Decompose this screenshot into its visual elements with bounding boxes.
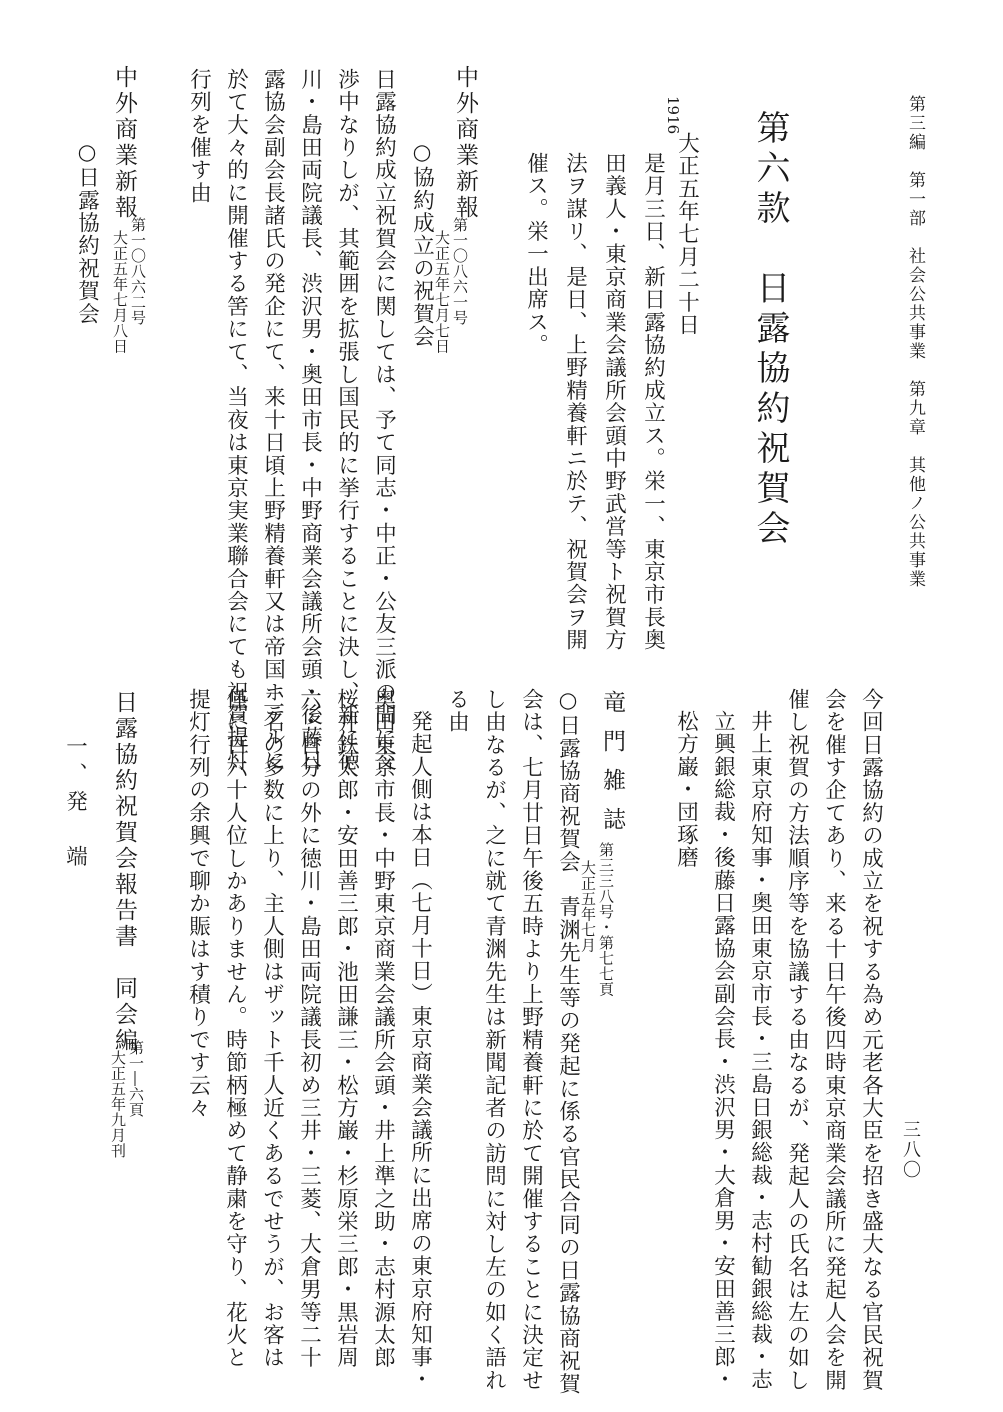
summary-line: 法ヲ謀リ、是日、上野精養軒ニ於テ、祝賀会ヲ開 xyxy=(562,152,588,652)
article-line: 奥田東京市長・中野東京商業会議所会頭・井上準之助・志村源太郎 xyxy=(370,688,396,1369)
article-line: 露協会副会長諸氏の発企にて、来十日頃上野精養軒又は帝国ホテルに xyxy=(260,68,286,772)
article-heading: ○日露協約祝賀会 xyxy=(74,140,100,326)
page-number: 三八〇 xyxy=(900,1120,921,1180)
article-line: 於て大々的に開催する筈にて、当夜は東京実業聯合会にても祝賀提灯 xyxy=(223,68,249,772)
article-line: 立興銀総裁・後藤日露協会副会長・渋沢男・大倉男・安田善三郎・ xyxy=(710,710,736,1391)
article-line: 会は、七月廿日午後五時より上野精養軒に於て開催することに決定せ xyxy=(518,688,544,1392)
article-line: 二名の多数に上り、主人側はザット千人近くあるでせうが、お客は xyxy=(259,688,285,1369)
article-line: し由なるが、之に就て青渊先生は新聞記者の訪問に対し左の如く語れ xyxy=(481,688,507,1392)
article-line: 松方巌・団琢磨 xyxy=(673,710,699,869)
source-number: 第一―六頁 xyxy=(127,1040,145,1118)
article-line: 渉中なりしが、其範囲を拡張し国民的に挙行することに決し、新に徳 xyxy=(334,68,360,772)
source-name: 竜門雑誌 xyxy=(599,690,625,846)
article-line: 行列を催す由 xyxy=(186,68,212,205)
article-line: ○日露協商祝賀会 青渊先生等の発起に係る官民合同の日露協商祝賀 xyxy=(555,688,581,1396)
source-number: 第三三八号・第七七頁 xyxy=(597,842,615,997)
article-line: 会を催す企てあり、来る十日午後四時東京商業会議所に発起人会を開 xyxy=(821,688,847,1392)
article-line: 六・自分の外に徳川・島田両院議長初め三井・三菱、大倉男等二十 xyxy=(296,688,322,1369)
article-line: 井上東京府知事・奥田東京市長・三島日銀総裁・志村勧銀総裁・志 xyxy=(747,710,773,1391)
article-heading: ○協約成立の祝賀会 xyxy=(409,140,435,348)
source-name: 中外商業新報 xyxy=(452,65,478,221)
article-line: 桜井鉄太郎・安田善三郎・池田謙三・松方巌・杉原栄三郎・黒岩周 xyxy=(333,688,359,1369)
year-western: 1916 xyxy=(664,96,682,135)
source-date: 大正五年七月 xyxy=(579,860,597,953)
source-number: 第一〇八六一号 xyxy=(451,217,469,326)
summary-line: 田義人・東京商業会議所会頭中野武営等ト祝賀方 xyxy=(601,152,627,652)
article-line: 川・島田両院議長、渋沢男・奥田市長・中野商業会議所会頭・後藤日 xyxy=(297,68,323,772)
section-title: 第六款 日露協約祝賀会 xyxy=(750,110,790,550)
source-name: 日露協約祝賀会報告書 同会編 xyxy=(111,690,137,1054)
article-line: 今回日露協約の成立を祝する為め元老各大臣を招き盛大なる官民祝賀 xyxy=(858,688,884,1392)
article-line: 発起人側は本日（七月十日）東京商業会議所に出席の東京府知事・ xyxy=(407,710,433,1391)
source-date: 大正五年九月刊 xyxy=(109,1050,127,1159)
article-line: 僅に百六十人位しかありません。時節柄極めて静粛を守り、花火と xyxy=(222,688,248,1369)
source-name: 中外商業新報 xyxy=(111,65,137,221)
source-number: 第一〇八六二号 xyxy=(129,217,147,326)
article-line: 提灯行列の余興で聊か賑はす積りです云々 xyxy=(185,688,211,1120)
article-line: る由 xyxy=(444,688,470,734)
article-line: 催し祝賀の方法順序等を協議する由なるが、発起人の氏名は左の如し xyxy=(784,688,810,1392)
article-heading: 一、発 端 xyxy=(62,735,88,873)
running-head: 第三編 第一部 社会公共事業 第九章 其他ノ公共事業 xyxy=(905,95,925,589)
section-date: 大正五年七月二十日 xyxy=(674,132,700,337)
summary-line: 是月三日、新日露協約成立ス。栄一、東京市長奥 xyxy=(640,152,666,652)
source-date: 大正五年七月八日 xyxy=(111,230,129,354)
source-date: 大正五年七月七日 xyxy=(433,230,451,354)
article-line: 日露協約成立祝賀会に関しては、予て同志・中正・公友三派の間に交 xyxy=(371,68,397,772)
summary-line: 催ス。栄一出席ス。 xyxy=(523,152,549,357)
